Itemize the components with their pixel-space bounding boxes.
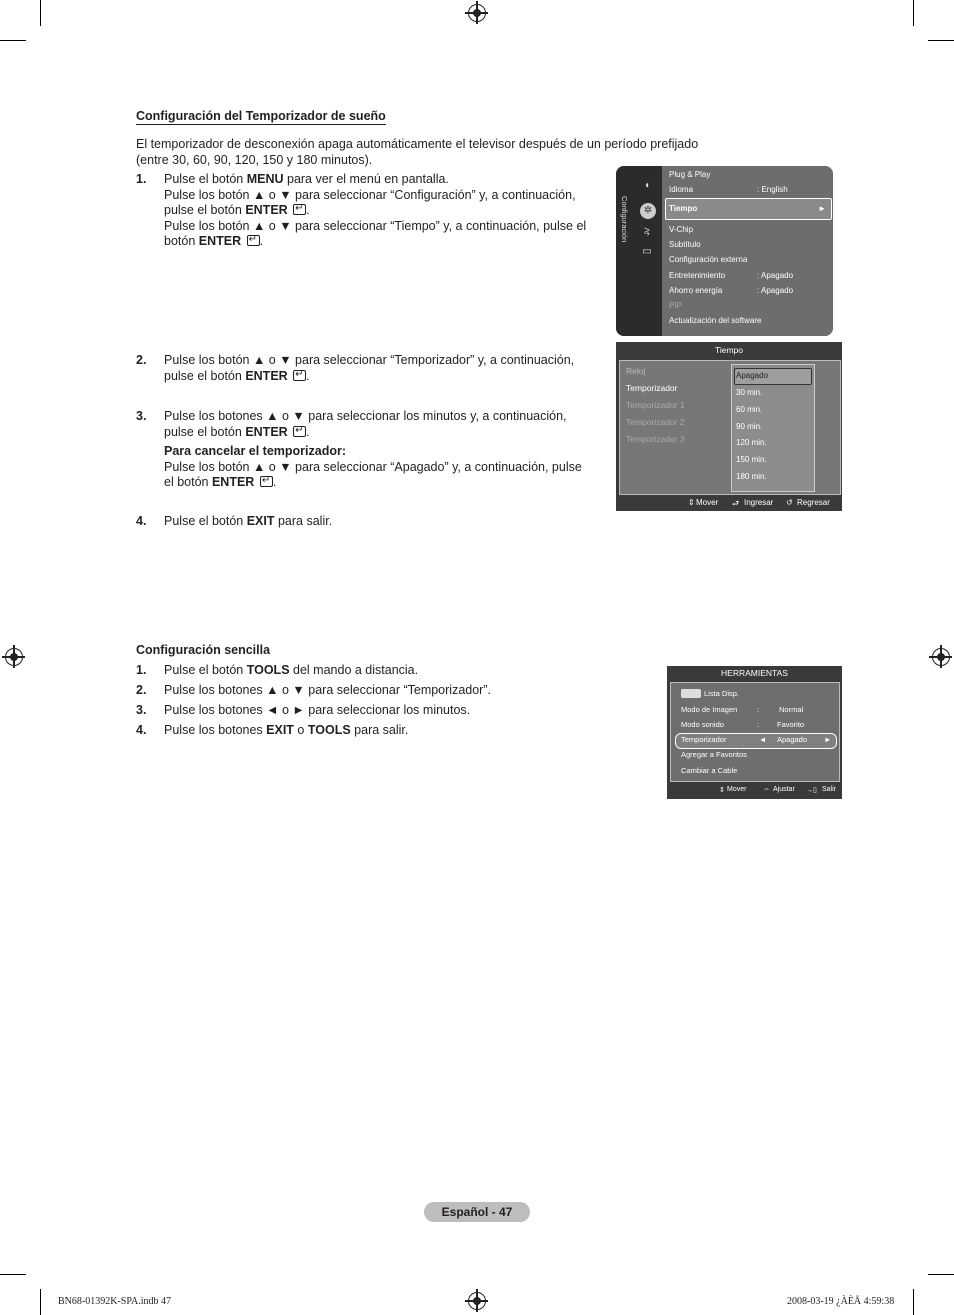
menu-item[interactable]: Actualización del software — [669, 316, 762, 325]
crop-mark — [913, 0, 914, 26]
enter-icon — [293, 370, 306, 381]
step-line: pulse el botón ENTER ↵ . — [164, 425, 609, 441]
step-line: Pulse los botones ▲ o ▼ para seleccionar los minutos y, a continuación, — [164, 409, 567, 423]
menu-item[interactable]: Subtítulo — [669, 240, 701, 249]
enter-icon — [293, 204, 306, 215]
menu-item[interactable]: Temporizador 3 — [626, 434, 685, 444]
left-arrow-icon[interactable]: ◄ — [759, 735, 767, 744]
tools-value: Favorito — [777, 720, 805, 729]
enter-icon — [247, 235, 260, 246]
intro-text — [136, 137, 698, 168]
menu-item[interactable]: Plug & Play — [669, 170, 711, 179]
step-number: 1. — [136, 663, 147, 677]
step-line: Pulse el botón MENU para ver el menú en pantalla. — [164, 172, 449, 186]
step-number: 2. — [136, 353, 147, 367]
menu-item-disabled: PIP — [669, 301, 682, 310]
crop-mark — [913, 1289, 914, 1315]
menu-item[interactable]: Idioma — [669, 185, 694, 194]
step-number: 3. — [136, 703, 147, 717]
menu-item[interactable]: Temporizador 1 — [626, 400, 685, 410]
sidebar-label: Configuración — [620, 196, 629, 243]
enter-icon — [260, 476, 273, 487]
menu-item[interactable]: Entretenimiento — [669, 271, 726, 280]
registration-mark-icon — [932, 648, 950, 666]
leftright-icon: ⇔ — [763, 786, 770, 793]
step-line: botón ENTER ↵ . — [164, 234, 609, 250]
registration-mark-icon — [468, 4, 486, 22]
right-arrow-icon[interactable]: ► — [824, 735, 832, 744]
updown-icon: ⇕ — [688, 498, 695, 507]
menu-item[interactable]: Temporizador 2 — [626, 417, 685, 427]
crop-mark — [0, 1274, 26, 1275]
updown-icon: ⇕ — [719, 787, 725, 794]
easy-step-1: Pulse el botón TOOLS del mando a distancia. — [164, 663, 419, 677]
satellite-icon: ⥸ — [644, 226, 650, 237]
menu-title: Tiempo — [714, 345, 744, 355]
dropdown-option[interactable]: 90 min. — [736, 422, 763, 431]
tools-item-label: Temporizador — [681, 735, 727, 744]
print-file-info: BN68-01392K-SPA.indb 47 — [58, 1296, 171, 1307]
step-3-text — [164, 409, 609, 491]
step-number: 3. — [136, 409, 147, 423]
crop-mark — [40, 0, 41, 26]
step-1-text — [164, 172, 609, 250]
gear-icon: ✲ — [640, 203, 656, 219]
input-icon: ▭ — [642, 246, 652, 257]
step-line: Pulse los botón ▲ o ▼ para seleccionar “Configuración” y, a continuación, — [164, 187, 576, 202]
sleep-timer-heading: Configuración del Temporizador de sueño — [136, 109, 386, 123]
tools-value: Normal — [779, 705, 804, 714]
easy-step-2: Pulse los botones ▲ o ▼ para seleccionar “Temporizador”. — [164, 683, 491, 697]
crop-mark — [0, 40, 26, 41]
step-number: 4. — [136, 723, 147, 737]
registration-mark-icon — [468, 1292, 486, 1310]
footer-enter: Ingresar — [744, 498, 774, 507]
menu-item-active[interactable]: Temporizador — [626, 383, 678, 393]
intro-line: El temporizador de desconexión apaga automáticamente el televisor después de un período prefijado — [136, 137, 699, 151]
enter-icon: ⮐ — [732, 499, 740, 508]
separator: : — [757, 705, 760, 714]
tools-value: Apagado — [777, 735, 808, 744]
exit-icon: →▯ — [806, 787, 817, 794]
footer-back: Regresar — [797, 498, 830, 507]
tools-menu-screenshot — [667, 666, 842, 799]
step-4-text: Pulse el botón EXIT para salir. — [164, 514, 333, 528]
dropdown-option[interactable]: 180 min. — [736, 472, 767, 481]
step-line: pulse el botón ENTER ↵ . — [164, 203, 609, 219]
anynet-logo-icon — [681, 689, 701, 698]
step-number: 4. — [136, 514, 147, 528]
menu-footer — [616, 494, 842, 511]
step-line: el botón ENTER ↵ . — [164, 475, 609, 491]
dropdown-option[interactable]: 60 min. — [736, 405, 763, 414]
picture-icon: ◖ — [643, 180, 651, 191]
crop-mark — [928, 1274, 954, 1275]
tools-item[interactable]: Cambiar a Cable — [681, 766, 738, 775]
dropdown-option[interactable]: 150 min. — [736, 455, 767, 464]
footer-move: Mover — [727, 786, 747, 793]
step-number: 2. — [136, 683, 147, 697]
enter-icon — [293, 426, 306, 437]
step-line: Pulse los botón ▲ o ▼ para seleccionar “Temporizador” y, a continuación, — [164, 353, 575, 367]
tools-item[interactable]: Modo de Imagen — [681, 705, 738, 714]
step-line: pulse el botón ENTER ↵ . — [164, 369, 609, 385]
menu-value: : Apagado — [757, 286, 794, 295]
crop-mark — [928, 40, 954, 41]
return-icon: ↺ — [786, 498, 793, 507]
menu-footer — [667, 782, 842, 799]
menu-item[interactable]: Configuración externa — [669, 255, 748, 264]
crop-mark — [40, 1289, 41, 1315]
tools-item[interactable]: Modo sonido — [681, 720, 724, 729]
easy-step-4: Pulse los botones EXIT o TOOLS para salir. — [164, 723, 409, 737]
separator: : — [757, 720, 760, 729]
menu-value: : Apagado — [757, 271, 794, 280]
dropdown-option-selected[interactable]: Apagado — [736, 371, 769, 380]
easy-step-3: Pulse los botones ◄ o ► para seleccionar los minutos. — [164, 703, 471, 717]
tools-item[interactable]: Agregar a Favoritos — [681, 750, 747, 759]
menu-item[interactable]: Reloj — [626, 366, 646, 376]
right-arrow-icon: ► — [818, 204, 826, 213]
step-number: 1. — [136, 172, 147, 186]
step-line: Pulse los botón ▲ o ▼ para seleccionar “Tiempo” y, a continuación, pulse el — [164, 218, 587, 233]
easy-setup-heading: Configuración sencilla — [136, 643, 271, 657]
registration-mark-icon — [5, 648, 23, 666]
time-menu-screenshot — [616, 342, 842, 511]
print-date-info: 2008-03-19 ¿ÀÈÄ 4:59:38 — [787, 1296, 895, 1307]
setup-menu-screenshot — [616, 166, 833, 336]
step-2-text — [164, 353, 609, 384]
menu-value: : English — [757, 185, 788, 194]
tools-item[interactable]: Lista Disp. — [704, 689, 740, 698]
menu-title: HERRAMIENTAS — [721, 668, 788, 678]
section-heading — [136, 109, 386, 123]
intro-line: (entre 30, 60, 90, 120, 150 y 180 minutos). — [136, 152, 373, 167]
dropdown-option[interactable]: 30 min. — [736, 388, 763, 397]
footer-move: Mover — [696, 498, 719, 507]
footer-exit: Salir — [822, 786, 837, 793]
footer-adjust: Ajustar — [773, 786, 795, 793]
cancel-heading: Para cancelar el temporizador: — [164, 444, 347, 458]
dropdown-option[interactable]: 120 min. — [736, 438, 767, 447]
menu-item-selected[interactable]: Tiempo ► — [665, 198, 832, 220]
menu-sidebar — [616, 166, 662, 336]
step-line: Pulse los botón ▲ o ▼ para seleccionar “Apagado” y, a continuación, pulse — [164, 459, 582, 474]
page-number-badge: Español - 47 — [424, 1202, 530, 1222]
menu-item[interactable]: Ahorro energía — [669, 286, 723, 295]
menu-item[interactable]: V-Chip — [669, 225, 694, 234]
